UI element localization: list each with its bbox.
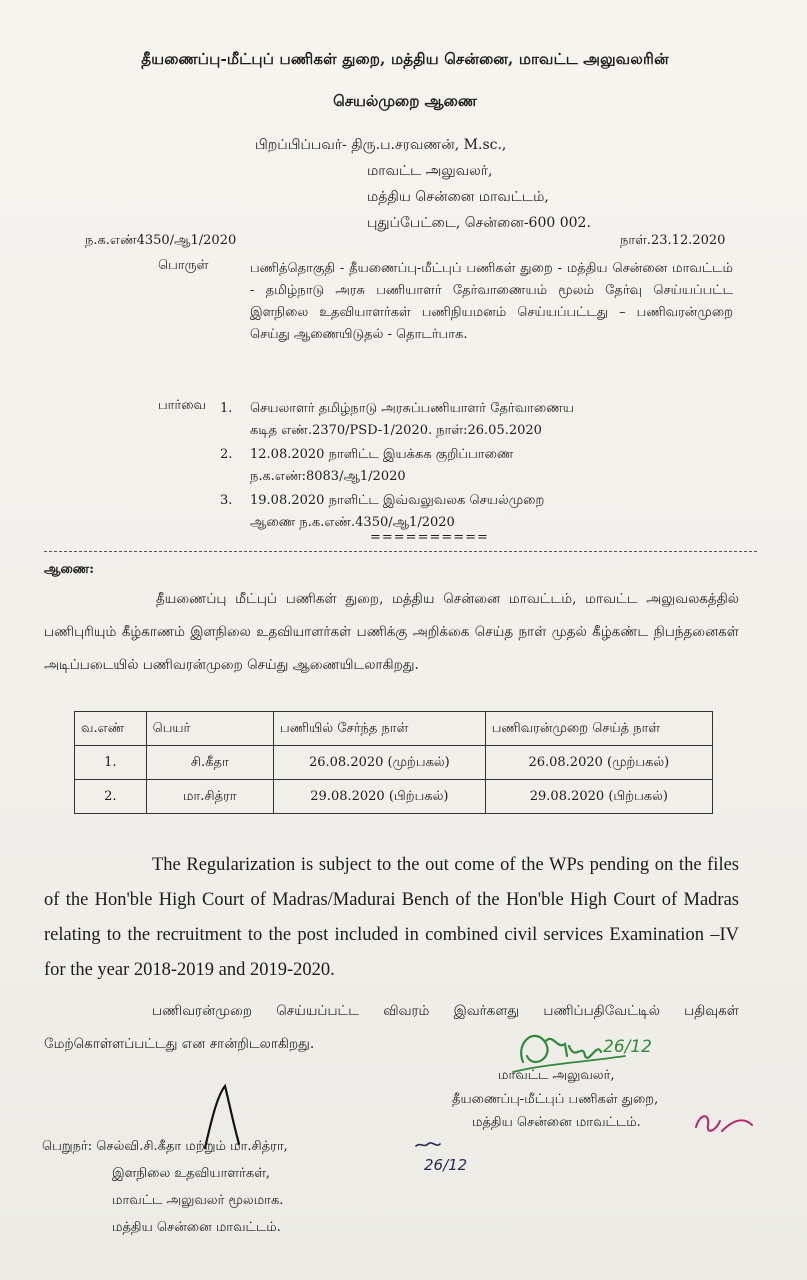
magenta-initial [690,1105,760,1141]
reference-line: ந.க.எண்:8083/ஆ1/2020 [250,469,406,484]
signature-date: 26/12 [603,1037,652,1057]
table-header-row [75,712,713,746]
copy-to-line4: மத்திய சென்னை மாவட்டம். [112,1220,281,1235]
reference-line: செயலாளர் தமிழ்நாடு அரசுப்பணியாளர் தேர்வாணைய [250,401,574,416]
separator: ========== [370,530,489,545]
reference-line: ஆணை ந.க.எண்.4350/ஆ1/2020 [250,515,455,530]
issuer-name: பிறப்பிப்பவர்- திரு.ப.சரவணன், M.sc., [255,137,507,153]
issuer-address: புதுப்பேட்டை, சென்னை-600 002. [367,215,591,231]
table-row [75,746,713,780]
reference-number-3: 3. [220,493,233,508]
subject-label: பொருள் [158,258,209,273]
signatory-department: தீயணைப்பு-மீட்புப் பணிகள் துறை, [452,1092,659,1107]
reference-item [220,398,640,442]
copy-to-line2: இளநிலை உதவியாளர்கள், [112,1166,271,1181]
issuer-designation: மாவட்ட அலுவலர், [367,163,493,179]
cell-regularization-date: 29.08.2020 (பிற்பகல்) [485,780,712,814]
column-header-regularization-date: பணிவரன்முறை செய்த் நாள் [485,712,712,746]
cell-name: சி.கீதா [146,746,273,780]
copy-to-block [42,1133,288,1241]
issuer-district: மத்திய சென்னை மாவட்டம், [367,189,549,205]
reference-number-2: 2. [220,447,233,462]
staff-table [74,711,713,814]
document-title-line2: செயல்முறை ஆணை [333,92,477,110]
issuer-block [255,132,591,236]
cell-name: மா.சித்ரா [146,780,273,814]
cell-joining-date: 29.08.2020 (பிற்பகல்) [274,780,486,814]
order-paragraph-1: தீயணைப்பு மீட்புப் பணிகள் துறை, மத்திய சென்னை மாவட்டம், மாவட்ட அலுவலகத்தில் பணிபுரியும் கீழ்காணம் இளநிலை உதவியாளர்கள் பணிக்கு அறிக்கை செய்த நாள் முதல் கீழ்கண்ட நிபந்தனைகள் அடிப்படையில் பணிவரன்முறை செய்து ஆணையிடலாகிறது. [44,591,739,673]
reference-number: ந.க.எண்4350/ஆ1/2020 [85,233,237,248]
cell-serial: 1. [75,746,147,780]
order-date: நாள்.23.12.2020 [620,233,726,248]
order-paragraph-3: பணிவரன்முறை செய்யப்பட்ட விவரம் இவர்களது பணிப்பதிவேட்டில் பதிவுகள் மேற்கொள்ளப்பட்டது என சான்றிடலாகிறது. [44,1003,739,1052]
references-list [220,398,640,536]
column-header-joining-date: பணியில் சேர்ந்த நாள் [274,712,486,746]
order-label: ஆணை: [44,562,95,577]
reference-line: 19.08.2020 நாளிட்ட இவ்வலுவலக செயல்முறை [250,493,545,508]
subject-text: பணித்தொகுதி - தீயணைப்பு-மீட்புப் பணிகள் துறை - மத்திய சென்னை மாவட்டம் - தமிழ்நாடு அரசு பணியாளர் தேர்வாணையம் மூலம் தேர்வு செய்யப்பட்ட இளநிலை உதவியாளர்கள் பணிநியமனம் செய்யப்பட்டது – பணிவரன்முறை செய்து ஆணையிடுதல் - தொடர்பாக. [250,261,733,342]
signatory-district: மத்திய சென்னை மாவட்டம். [472,1115,641,1130]
table-row [75,780,713,814]
cell-serial: 2. [75,780,147,814]
column-header-serial: வ.எண் [75,712,147,746]
references-label: பார்வை [158,398,207,413]
order-paragraph-english: The Regularization is subject to the out come of the WPs pending on the files of the Hon'ble High Court of Madras/Madurai Bench of the Hon'ble High Court of Madras relating to the recruitment to the post included in combined civil services Examination –IV for the year 2018-2019 and 2019-2020. [44,855,739,980]
handwritten-date-note [410,1138,480,1180]
reference-line: கடித எண்.2370/PSD-1/2020. நாள்:26.05.2020 [250,423,542,438]
reference-item [220,490,640,534]
copy-to-line1: பெறுநர்: செல்வி.சி.கீதா மற்றும் மா.சித்ரா, [42,1139,288,1154]
document-title-line1: தீயணைப்பு-மீட்புப் பணிகள் துறை, மத்திய சென்னை, மாவட்ட அலுவலரின் [141,50,669,68]
copy-to-line3: மாவட்ட அலுவலர் மூலமாக. [112,1193,284,1208]
note-date: 26/12 [424,1156,468,1174]
cell-regularization-date: 26.08.2020 (முற்பகல்) [485,746,712,780]
reference-line: 12.08.2020 நாளிட்ட இயக்கக குறிப்பாணை [250,447,514,462]
reference-number-1: 1. [220,401,233,416]
reference-item [220,444,640,488]
column-header-name: பெயர் [146,712,273,746]
cell-joining-date: 26.08.2020 (முற்பகல்) [274,746,486,780]
divider-line [44,551,757,552]
signatory-designation: மாவட்ட அலுவலர், [498,1068,615,1083]
